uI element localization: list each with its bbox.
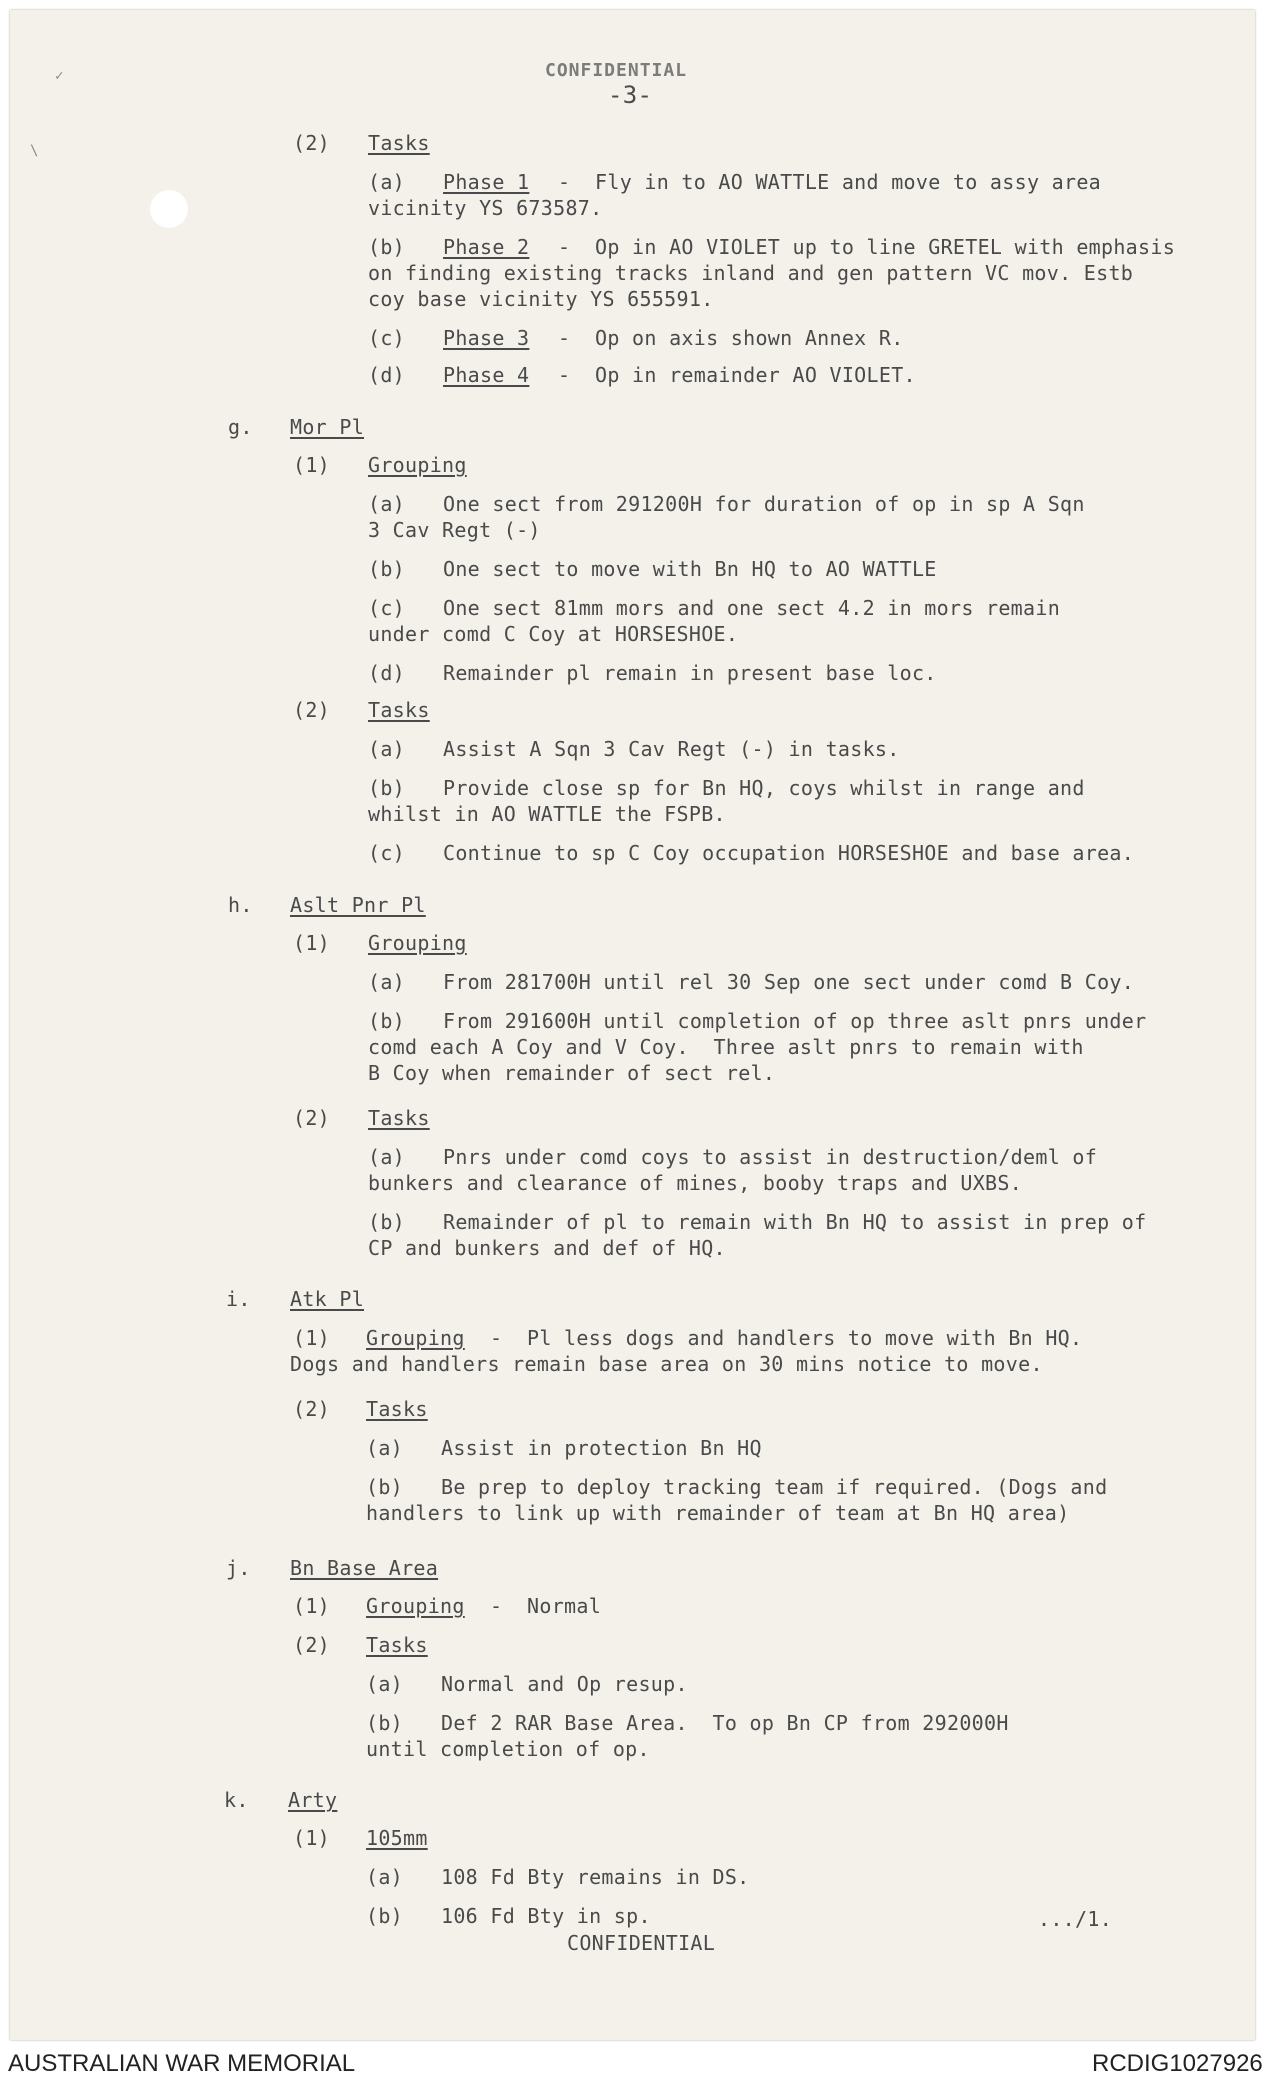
text-line: under comd C Coy at HORSESHOE.: [368, 622, 739, 646]
text-line: bunkers and clearance of mines, booby traps and UXBS.: [368, 1171, 1023, 1195]
section-heading: Phase 4: [443, 363, 530, 387]
text-line: Pnrs under comd coys to assist in destruction/deml of: [443, 1145, 1098, 1169]
text-line: k.: [224, 1788, 249, 1812]
text-line: Normal and Op resup.: [441, 1672, 688, 1696]
section-heading: Grouping: [368, 931, 467, 955]
paper-mark: ✓: [55, 68, 64, 84]
text-line: Assist A Sqn 3 Cav Regt (-) in tasks.: [443, 737, 900, 761]
section-heading: Phase 3: [443, 326, 530, 350]
text-line: (b): [366, 1711, 404, 1735]
text-line: (b): [368, 776, 406, 800]
text-line: h.: [228, 893, 253, 917]
text-line: (2): [293, 1106, 331, 1130]
section-heading: Tasks: [366, 1633, 428, 1657]
archive-source: AUSTRALIAN WAR MEMORIAL: [8, 2050, 356, 2077]
text-line: Provide close sp for Bn HQ, coys whilst in range and: [443, 776, 1085, 800]
text-line: (b): [368, 557, 406, 581]
text-line: on finding existing tracks inland and gen pattern VC mov. Estb: [368, 261, 1134, 285]
text-line: (c): [368, 326, 406, 350]
text-line: - Op in AO VIOLET up to line GRETEL with emphasis: [558, 235, 1176, 259]
text-line: 106 Fd Bty in sp.: [441, 1904, 651, 1928]
text-line: (2): [293, 1633, 331, 1657]
text-line: (2): [293, 1397, 331, 1421]
text-line: (a): [366, 1865, 404, 1889]
text-line: (a): [368, 737, 406, 761]
section-heading: Arty: [288, 1788, 338, 1812]
footer-classification: CONFIDENTIAL: [567, 1931, 716, 1955]
text-line: g.: [228, 415, 253, 439]
section-heading: Tasks: [368, 131, 430, 155]
text-line: 3 Cav Regt (-): [368, 518, 541, 542]
section-heading: 105mm: [366, 1826, 428, 1850]
text-line: (c): [368, 841, 406, 865]
section-heading: Phase 1: [443, 170, 530, 194]
text-line: Continue to sp C Coy occupation HORSESHOE and base area.: [443, 841, 1135, 865]
text-line: (b): [368, 1009, 406, 1033]
text-line: One sect from 291200H for duration of op in sp A Sqn: [443, 492, 1085, 516]
page-number: -3-: [608, 81, 653, 109]
text-line: i.: [226, 1287, 251, 1311]
section-heading: Tasks: [368, 1106, 430, 1130]
text-line: (b): [368, 1210, 406, 1234]
text-line: One sect to move with Bn HQ to AO WATTLE: [443, 557, 937, 581]
text-line: (b): [366, 1475, 404, 1499]
text-line: vicinity YS 673587.: [368, 196, 603, 220]
text-line: comd each A Coy and V Coy. Three aslt pnrs to remain with: [368, 1035, 1084, 1059]
text-line: - Op on axis shown Annex R.: [558, 326, 904, 350]
text-line: (b): [366, 1904, 404, 1928]
text-line: (b): [368, 235, 406, 259]
section-heading: Atk Pl: [290, 1287, 365, 1311]
paper-mark: \: [30, 143, 39, 159]
text-line: 108 Fd Bty remains in DS.: [441, 1865, 750, 1889]
text-line: (2): [293, 131, 331, 155]
text-line: (c): [368, 596, 406, 620]
text-line: (2): [293, 698, 331, 722]
text-line: Remainder of pl to remain with Bn HQ to assist in prep of: [443, 1210, 1147, 1234]
text-line: (a): [366, 1672, 404, 1696]
text-line: - Normal: [490, 1594, 602, 1618]
section-heading: Grouping: [366, 1594, 465, 1618]
text-line: From 281700H until rel 30 Sep one sect under comd B Coy.: [443, 970, 1135, 994]
text-line: From 291600H until completion of op three aslt pnrs under: [443, 1009, 1147, 1033]
text-line: (a): [368, 970, 406, 994]
section-heading: Aslt Pnr Pl: [290, 893, 426, 917]
text-line: (a): [368, 492, 406, 516]
text-line: (a): [368, 1145, 406, 1169]
punch-hole: [150, 190, 188, 228]
text-line: Dogs and handlers remain base area on 30 mins notice to move.: [290, 1352, 1043, 1376]
continuation-marker: .../1.: [1038, 1907, 1113, 1931]
text-line: Be prep to deploy tracking team if required. (Dogs and: [441, 1475, 1108, 1499]
section-heading: Grouping: [366, 1326, 465, 1350]
archive-reference: RCDIG1027926: [1092, 2050, 1263, 2077]
text-line: (d): [368, 661, 406, 685]
text-line: whilst in AO WATTLE the FSPB.: [368, 802, 726, 826]
text-line: (d): [368, 363, 406, 387]
text-line: (1): [293, 1594, 331, 1618]
header-classification: CONFIDENTIAL: [545, 60, 688, 81]
text-line: Assist in protection Bn HQ: [441, 1436, 762, 1460]
text-line: until completion of op.: [366, 1737, 650, 1761]
section-heading: Phase 2: [443, 235, 530, 259]
text-line: (a): [368, 170, 406, 194]
text-line: j.: [226, 1556, 251, 1580]
text-line: handlers to link up with remainder of team at Bn HQ area): [366, 1501, 1070, 1525]
section-heading: Bn Base Area: [290, 1556, 439, 1580]
text-line: coy base vicinity YS 655591.: [368, 287, 714, 311]
text-line: (1): [293, 453, 331, 477]
text-line: - Pl less dogs and handlers to move with Bn HQ.: [490, 1326, 1083, 1350]
text-line: - Op in remainder AO VIOLET.: [558, 363, 916, 387]
section-heading: Grouping: [368, 453, 467, 477]
text-line: (1): [293, 1826, 331, 1850]
text-line: One sect 81mm mors and one sect 4.2 in mors remain: [443, 596, 1061, 620]
section-heading: Tasks: [368, 698, 430, 722]
text-line: - Fly in to AO WATTLE and move to assy area: [558, 170, 1102, 194]
text-line: (a): [366, 1436, 404, 1460]
text-line: (1): [293, 1326, 331, 1350]
section-heading: Mor Pl: [290, 415, 365, 439]
text-line: Def 2 RAR Base Area. To op Bn CP from 292000H: [441, 1711, 1009, 1735]
section-heading: Tasks: [366, 1397, 428, 1421]
text-line: Remainder pl remain in present base loc.: [443, 661, 937, 685]
text-line: B Coy when remainder of sect rel.: [368, 1061, 776, 1085]
text-line: CP and bunkers and def of HQ.: [368, 1236, 726, 1260]
text-line: (1): [293, 931, 331, 955]
